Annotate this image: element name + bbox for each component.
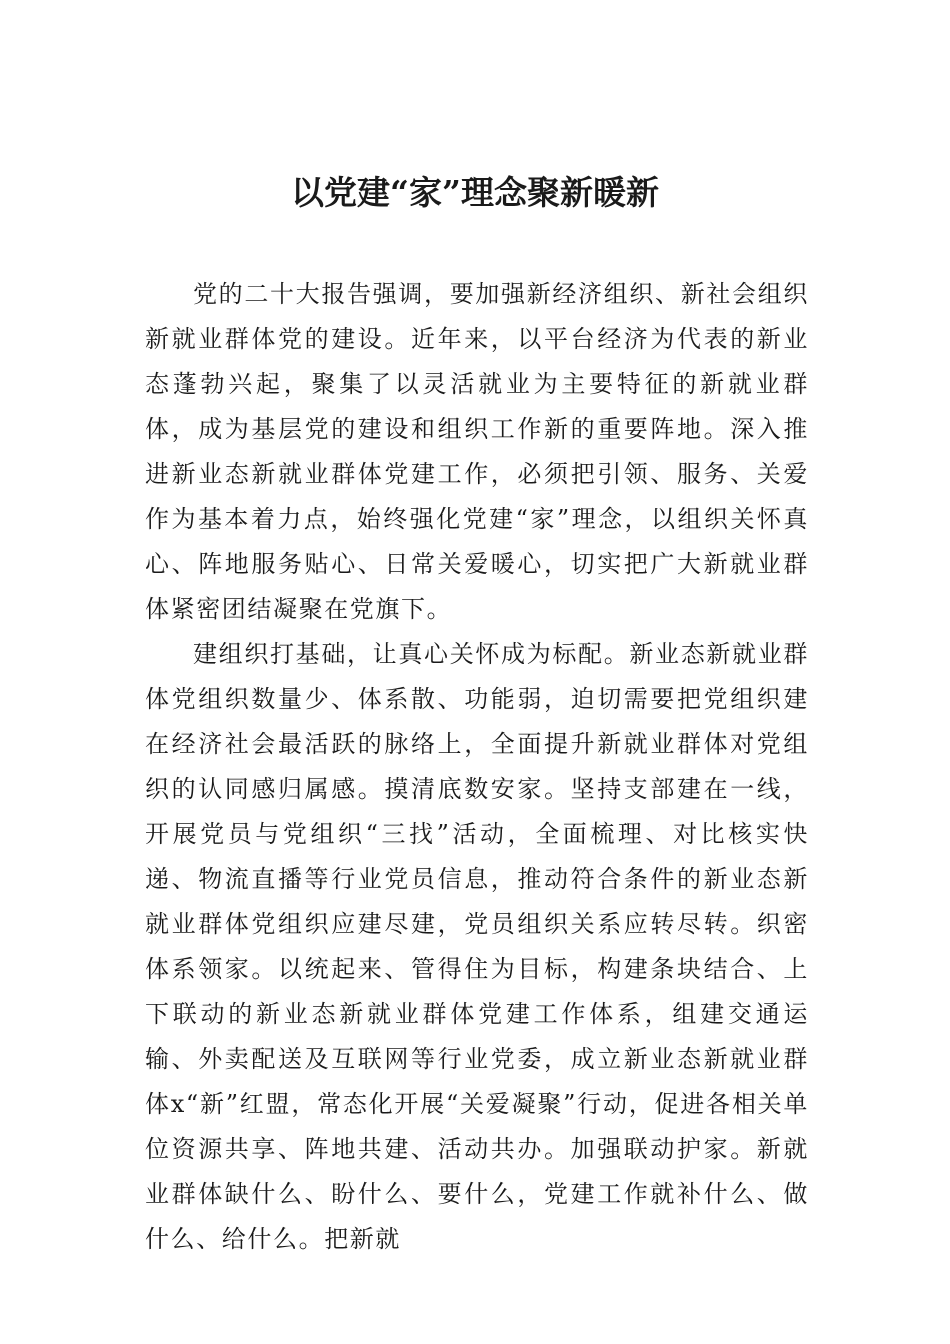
paragraph-1: 党的二十大报告强调，要加强新经济组织、新社会组织新就业群体党的建设。近年来，以平台经济为代表的新业态蓬勃兴起，聚集了以灵活就业为主要特征的新就业群体，成为基层党的建设和组织工作新的重要阵地。深入推进新业态新就业群体党建工作，必须把引领、服务、关爱作为基本着力点，始终强化党建“家”理念，以组织关怀真心、阵地服务贴心、日常关爱暖心，切实把广大新就业群体紧密团结凝聚在党旗下。 bbox=[145, 280, 809, 623]
document-body bbox=[145, 272, 809, 1262]
document-title: 以党建“家”理念聚新暖新 bbox=[291, 173, 659, 212]
paragraph-2: 建组织打基础，让真心关怀成为标配。新业态新就业群体党组织数量少、体系散、功能弱，迫切需要把党组织建在经济社会最活跃的脉络上，全面提升新就业群体对党组织的认同感归属感。摸清底数安家。坚持支部建在一线，开展党员与党组织“三找”活动，全面梳理、对比核实快递、物流直播等行业党员信息，推动符合条件的新业态新就业群体党组织应建尽建，党员组织关系应转尽转。织密体系领家。以统起来、管得住为目标，构建条块结合、上下联动的新业态新就业群体党建工作体系，组建交通运输、外卖配送及互联网等行业党委，成立新业态新就业群体x“新”红盟，常态化开展“关爱凝聚”行动，促进各相关单位资源共享、阵地共建、活动共办。加强联动护家。新就业群体缺什么、盼什么、要什么，党建工作就补什么、做什么、给什么。把新就 bbox=[145, 640, 809, 1253]
